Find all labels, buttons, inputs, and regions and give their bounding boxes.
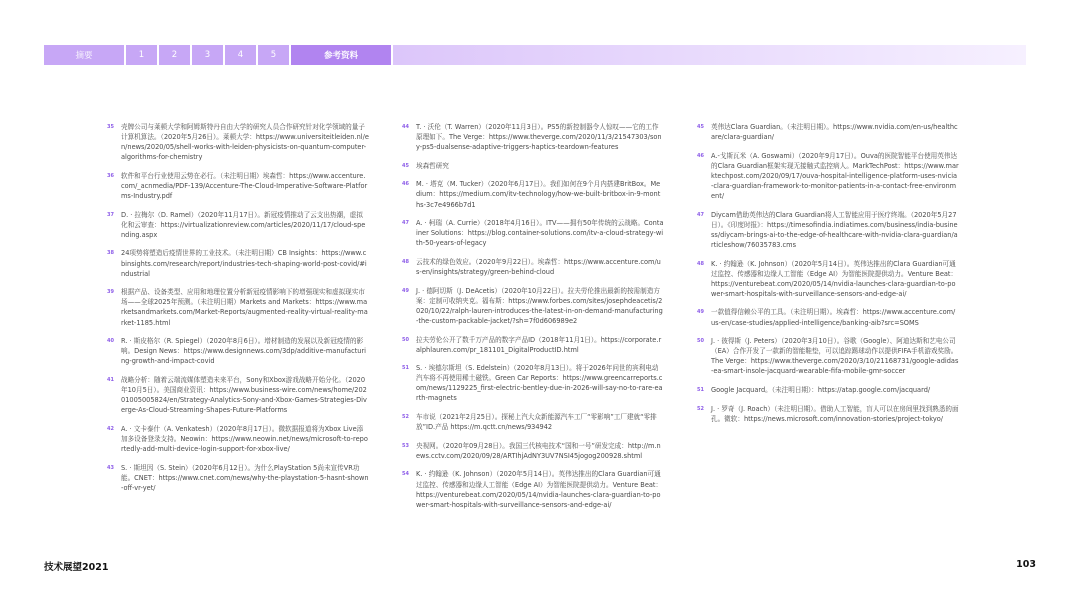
reference-text: D. · 拉梅尔（D. Ramel）（2020年11月17日）。新冠疫情推动了云支出热潮，虚拟化和云审查：https://virtualizationreview.com/articles/2020/11/17/cloud-spending.aspx: [121, 210, 366, 239]
reference-text: J. · 德阿切斯（J. DeAcetis）（2020年10月22日）。拉夫劳伦推出最新的按需制造方案：定制可收纳夹克。福布斯：https://www.forbes.com/sites/josephdeacetis/2020/10/22/ralph-lauren-introduces-the-latest-in-on-demand-manufacturing-the-custom-packable-jacket/?sh=7f0d606989e2: [416, 286, 663, 325]
reference-item: [402, 161, 664, 171]
reference-item: [697, 122, 959, 142]
reference-number: 45: [697, 124, 704, 130]
reference-text: 车市说（2021年2月25日）。探秘上汽大众新能源汽车工厂“零影响”工厂建就“零排放”ID.产品 https://m.qctt.cn/news/934942: [416, 413, 657, 432]
reference-number: 40: [107, 338, 114, 345]
reference-item: [402, 469, 664, 509]
reference-item: [697, 307, 959, 327]
reference-number: 50: [402, 336, 409, 343]
references-column-1: [107, 122, 369, 501]
reference-number: 36: [107, 172, 114, 179]
reference-item: [107, 287, 369, 327]
reference-number: 37: [107, 211, 114, 218]
top-navigation: [44, 45, 1026, 65]
reference-number: 46: [402, 181, 409, 188]
reference-item: [697, 385, 959, 395]
reference-number: 43: [107, 464, 114, 471]
nav-chapter-2-tab[interactable]: 2: [159, 45, 190, 65]
reference-number: 54: [402, 471, 409, 478]
nav-summary-tab[interactable]: 摘要: [44, 45, 124, 65]
nav-chapter-1-tab[interactable]: 1: [126, 45, 157, 65]
reference-number: 45: [402, 162, 409, 169]
report-title: 技术展望2021: [44, 562, 109, 573]
reference-item: [402, 257, 664, 277]
reference-text: 软件和平台行业使用云势在必行。（未注明日期）埃森哲：https://www.accenture.com/_acnmedia/PDF-139/Accenture-The-Cloud-Imperative-Software-Platforms-Industry.pdf: [121, 171, 368, 201]
nav-chapter-4-tab[interactable]: 4: [225, 45, 256, 65]
reference-item: [107, 122, 369, 162]
reference-number: 51: [402, 365, 409, 372]
reference-text: 24项势将塑造后疫情世界的工业技术。（未注明日期）CB Insights：https://www.cbinsights.com/research/report/industries-tech-shaping-world-post-covid/#industrial: [121, 249, 367, 278]
reference-number: 48: [697, 260, 704, 267]
reference-text: 壳牌公司与莱顿大学和阿姆斯特丹自由大学的研究人员合作研究针对化学领域的量子计算机算法。（2020年5月26日）。莱顿大学：https://www.universiteitleiden.nl/en/news/2020/05/shell-works-with-leiden-physicists-on-quantum-computer-algorithms-for-chemistry: [121, 123, 369, 162]
reference-number: 44: [402, 124, 409, 130]
reference-number: 47: [402, 220, 409, 227]
reference-text: A. · 文卡泰什（A. Venkatesh）（2020年8月17日）。微软据报道将为Xbox Live添加多设备登录支持。Neowin：https://www.neowin.net/news/microsoft-to-reportedly-add-multi-device-login-support-for-xbox-live/: [121, 424, 368, 453]
reference-text: Diycam借助英伟达的Clara Guardian将人工智能应用于医疗终端。（2020年5月27日）。《印度时报》：https://timesofindia.indiatimes.com/business/india-business/diycam-brings-ai-to-the-edge-of-healthcare-with-nvidia-clara-guardian/articleshow/76035783.cms: [711, 210, 958, 249]
reference-item: [107, 248, 369, 278]
reference-number: 50: [697, 338, 704, 345]
reference-item: [402, 412, 664, 432]
reference-number: 48: [402, 258, 409, 265]
reference-number: 51: [697, 386, 704, 393]
reference-item: [402, 122, 664, 152]
reference-text: 埃森哲研究: [416, 161, 449, 170]
reference-text: 央视网。（2020年09月28日）。我国三代核电技术“国和一号”研发完成：http://m.news.cctv.com/2020/09/28/ARTIhjAdNY3UV7NSI45jogog200928.shtml: [416, 441, 661, 460]
nav-chapter-5-tab[interactable]: 5: [258, 45, 289, 65]
reference-text: Google Jacquard。（未注明日期）：https://atap.google.com/jacquard/: [711, 385, 931, 394]
reference-number: 35: [107, 124, 114, 130]
reference-number: 52: [697, 405, 704, 412]
reference-number: 42: [107, 425, 114, 432]
reference-text: S. · 埃德尔斯坦（S. Edelstein）（2020年8月13日）。将于2026年问世的宾利电动汽车将不再使用稀土磁铁。Green Car Reports：https://www.greencarreports.com/news/1129225_first-electric-bentley-due-in-2026-will-say-no-to-rare-earth-magnets: [416, 364, 663, 403]
reference-text: A. · 柯瑞（A. Currie）（2018年4月16日）。ITV——拥有50年传统的云战略。Container Solutions：https://blog.container-solutions.com/itv-a-cloud-strategy-with-50-years-of-legacy: [416, 219, 664, 248]
reference-item: [402, 441, 664, 461]
reference-number: 49: [697, 309, 704, 316]
reference-item: [107, 375, 369, 415]
reference-text: 拉夫劳伦公开了数千万产品的数字产品ID（2018年11月1日）。https://corporate.ralphlauren.com/pr_181101_DigitalProductID.html: [416, 335, 662, 354]
nav-chapter-3-tab[interactable]: 3: [192, 45, 223, 65]
reference-number: 53: [402, 442, 409, 449]
reference-item: [107, 210, 369, 240]
reference-item: [697, 336, 959, 376]
nav-bar-filler: [393, 45, 1026, 65]
reference-item: [402, 335, 664, 355]
nav-references-tab[interactable]: 参考资料: [291, 45, 391, 65]
reference-text: A.-戈斯瓦米（A. Goswami）（2020年9月17日）。Ouva的医院智能平台使用英伟达的Clara Guardian框架实现无接触式监控病人。MarkTechPost：https://www.marktechpost.com/2020/09/17/ouva-hospital-intelligence-platform-uses-nvicia-clara-guardian-framework-to-monitor-patients-in-a-contact-free-environment/: [711, 151, 959, 201]
reference-text: M. · 塔克（M. Tucker）（2020年6月17日）。我们如何在9个月内搭建BritBox。Medium：https://medium.com/itv-technology/how-we-built-britbox-in-9-months-3c7e4966b7d1: [416, 180, 661, 209]
reference-text: 英伟达Clara Guardian。（未注明日期）。https://www.nvidia.com/en-us/healthcare/clara-guardian/: [711, 123, 958, 142]
reference-item: [402, 363, 664, 403]
reference-item: [107, 336, 369, 366]
reference-number: 46: [697, 152, 704, 159]
reference-item: [402, 218, 664, 248]
reference-item: [107, 424, 369, 454]
reference-item: [697, 404, 959, 424]
references-column-3: [697, 122, 959, 432]
reference-item: [697, 259, 959, 299]
reference-item: [402, 286, 664, 326]
reference-item: [107, 463, 369, 493]
reference-number: 49: [402, 287, 409, 294]
reference-text: 云技术的绿色效应。（2020年9月22日）。埃森哲：https://www.accenture.com/us-en/insights/strategy/green-behind-cloud: [416, 257, 661, 277]
reference-text: 一款值得信赖公平的工具。（未注明日期）。埃森哲：https://www.accenture.com/us-en/case-studies/applied-intelligence/banking-aib?src=SOMS: [711, 308, 956, 327]
reference-text: K. · 约翰逊（K. Johnson）（2020年5月14日）。英伟达推出的Clara Guardian可通过监控、传感器和边缘人工智能（Edge AI）为智能医院提供动力。Venture Beat：https://venturebeat.com/2020/05/14/nvidia-launches-clara-guardian-to-power-smart-hospitals-with-surveillance-sensors-and-edge-ai/: [416, 470, 663, 509]
reference-item: [697, 210, 959, 250]
reference-number: 38: [107, 250, 114, 257]
reference-item: [697, 151, 959, 201]
reference-text: K. · 约翰逊（K. Johnson）（2020年5月14日）。英伟达推出的Clara Guardian可通过监控、传感器和边缘人工智能（Edge AI）为智能医院提供动力。Venture Beat：https://venturebeat.com/2020/05/14/nvidia-launches-clara-guardian-to-power-smart-hospitals-with-surveillance-sensors-and-edge-ai/: [711, 259, 958, 298]
reference-text: 战略分析：随着云端流媒体塑造未来平台，Sony和Xbox游戏战略开始分化。（2020年10月5日）。美国商业资讯：https://www.business-wire.com/news/home/20201005005824/en/Strategy-Analytics-Sony-and-Xbox-Games-Strategies-Diverge-As-Cloud-Streaming-Shapes-Future-Platforms: [121, 375, 367, 415]
reference-text: 根据产品、设备类型、应用和地理位置分析新冠疫情影响下的增强现实和虚拟现实市场——全球2025年预测。（未注明日期）Markets and Markets：https://www.marketsandmarkets.com/Market-Reports/augmented-reality-virtual-reality-market-1185.html: [121, 288, 368, 327]
reference-number: 52: [402, 414, 409, 421]
reference-text: J. · 彼得斯（J. Peters）（2020年3月10日）。谷歌（Google）、阿迪达斯和艺电公司（EA）合作开发了一款新的智能鞋垫，可以追踪踢球动作以提供FIFA手机游戏奖励。The Verge：https://www.theverge.com/2020/3/10/21168731/google-adidas-ea-smart-insole-jacquard-wearable-fifa-mobile-gmr-soccer: [711, 337, 959, 376]
reference-item: [107, 171, 369, 201]
page-number: 103: [1016, 559, 1036, 570]
reference-text: R. · 斯皮格尔（R. Spiegel）（2020年8月6日）。增材制造的发展以及新冠疫情的影响。Design News：https://www.designnews.com/3dp/additive-manufacturing-growth-and-impact-covid: [121, 337, 367, 366]
reference-text: J. · 罗奇（J. Roach）（未注明日期）。借助人工智能，盲人可以在房间里找到熟悉的面孔。微软：https://news.microsoft.com/innovation-stories/project-tokyo/: [711, 404, 959, 423]
reference-text: T. · 沃伦（T. Warren）（2020年11月3日）。PS5的新控制器令人惊叹——它的工作原理如下。The Verge：https://www.theverge.com/2020/11/3/21547303/sony-ps5-dualsense-adaptive-triggers-haptics-teardown-features: [416, 123, 662, 152]
reference-number: 41: [107, 376, 114, 383]
reference-number: 39: [107, 289, 114, 296]
reference-number: 47: [697, 211, 704, 218]
reference-text: S. · 斯坦因（S. Stein）（2020年6月12日）。为什么PlayStation 5尚未宣传VR功能。CNET：https://www.cnet.com/news/why-the-playstation-5-hasnt-shown-off-vr-yet/: [121, 463, 369, 492]
reference-item: [402, 179, 664, 209]
references-column-2: [402, 122, 664, 518]
